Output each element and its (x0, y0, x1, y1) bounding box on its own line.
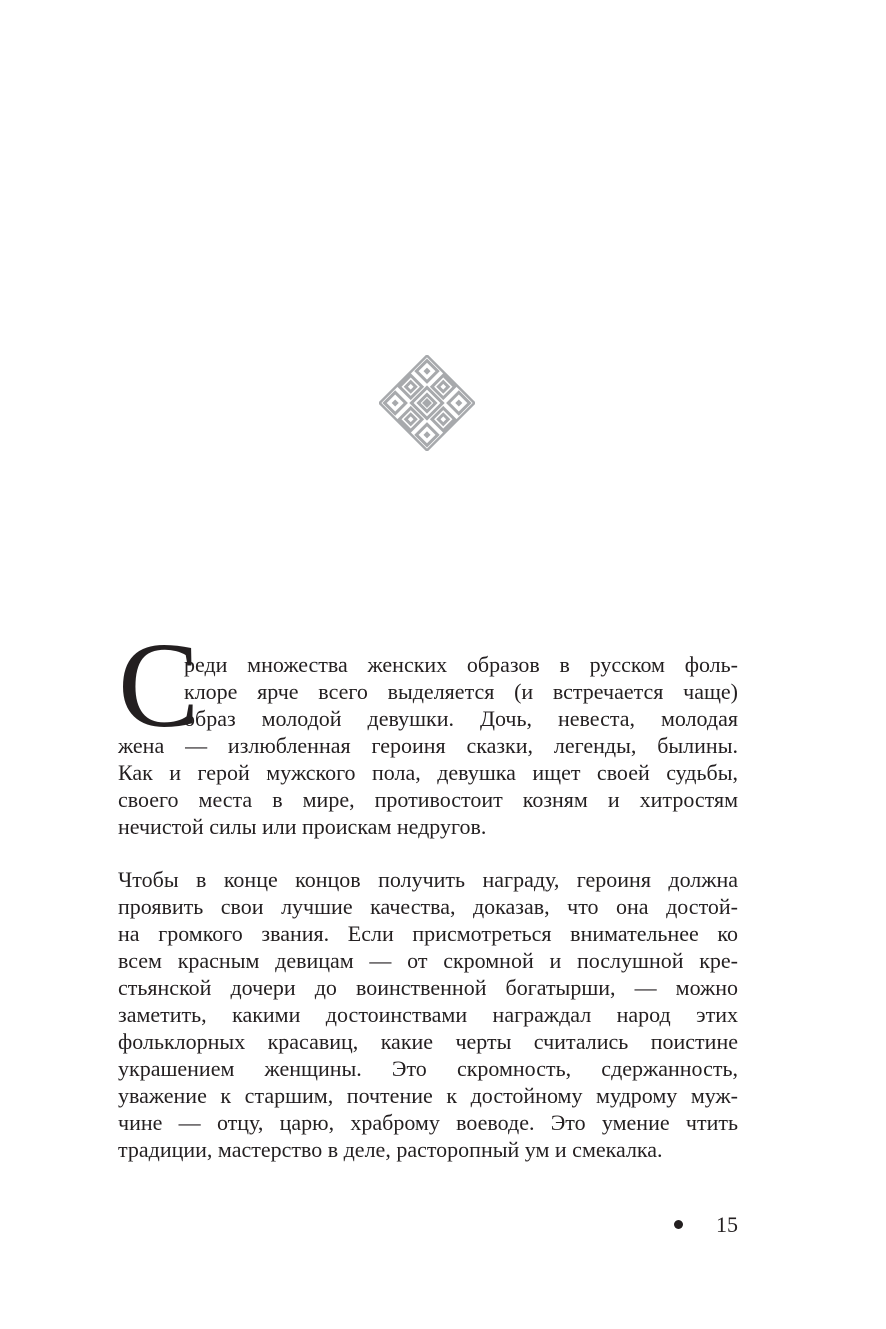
text-line: Как и герой мужского пола, девушка ищет своей судьбы, (118, 760, 738, 785)
text-line: клоре ярче всего выделяется (и встречается чаще) (184, 679, 738, 704)
text-line: фольклорных красавиц, какие черты считались поистине (118, 1029, 738, 1054)
text-line: жена — излюбленная героиня сказки, легенды, былины. (118, 733, 738, 758)
text-line: на громкого звания. Если присмотреться внимательнее ко (118, 921, 738, 946)
page-footer (670, 1211, 738, 1241)
page-number: 15 (716, 1212, 738, 1237)
drop-cap-letter: С (118, 618, 200, 753)
text-line: нечистой силы или проискам недругов. (118, 814, 487, 839)
text-line: Чтобы в конце концов получить награду, героиня должна (118, 867, 738, 892)
text-line: образ молодой девушки. Дочь, невеста, молодая (184, 706, 738, 731)
text-line: чине — отцу, царю, храброму воеводе. Это умение чтить (118, 1110, 738, 1135)
text-line: уважение к старшим, почтение к достойному мудрому муж- (118, 1083, 738, 1108)
text-line: своего места в мире, противостоит козням и хитростям (118, 787, 738, 812)
text-line: всем красным девицам — от скромной и послушной кре- (118, 948, 738, 973)
slavic-knot-ornament-icon (379, 355, 475, 451)
paragraph-1 (118, 651, 738, 840)
paragraph-2 (118, 866, 738, 1163)
text-line: заметить, какими достоинствами награждал народ этих (118, 1002, 738, 1027)
bullet-icon (674, 1220, 683, 1229)
text-line: реди множества женских образов в русском фоль- (184, 652, 738, 677)
text-line: традиции, мастерство в деле, расторопный ум и смекалка. (118, 1137, 663, 1162)
text-line: стьянской дочери до воинственной богатырши, — можно (118, 975, 738, 1000)
text-line: украшением женщины. Это скромность, сдержанность, (118, 1056, 738, 1081)
text-line: проявить свои лучшие качества, доказав, что она достой- (118, 894, 738, 919)
